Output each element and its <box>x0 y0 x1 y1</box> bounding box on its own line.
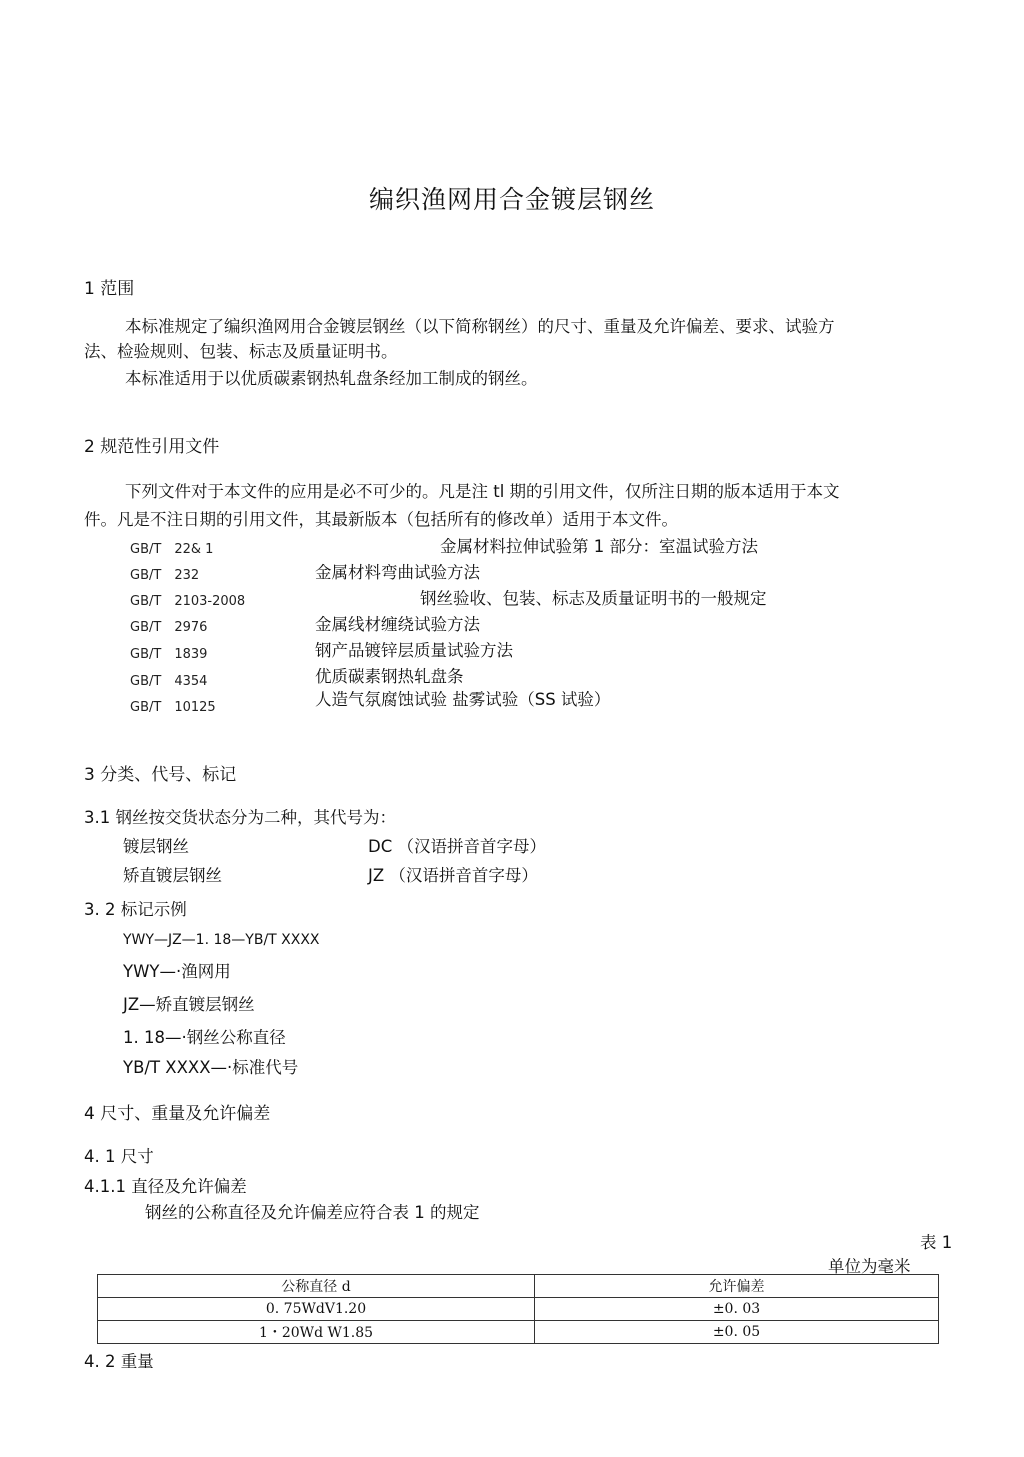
ref-title: 优质碳素钢热轧盘条 <box>315 667 464 686</box>
document-title: 编织渔网用合金镀层钢丝 <box>368 185 655 214</box>
section-1-paragraph-1-line-1: 本标准规定了编织渔网用合金镀层钢丝（以下简称钢丝）的尺寸、重量及允许偏差、要求、试验方 <box>125 317 835 336</box>
ref-code: GB/T 232 <box>130 568 200 583</box>
table-row <box>98 1298 939 1321</box>
table-row <box>98 1321 939 1344</box>
section-2-heading: 2 规范性引用文件 <box>84 437 220 457</box>
section-4-2-heading: 4. 2 重量 <box>84 1352 154 1371</box>
table-cell: ±0. 05 <box>535 1321 939 1344</box>
section-4-1-heading: 4. 1 尺寸 <box>84 1147 154 1166</box>
ref-code: GB/T 2976 <box>130 620 208 635</box>
section-1-paragraph-2: 本标准适用于以优质碳素钢热轧盘条经加工制成的钢丝。 <box>125 369 538 388</box>
ref-code: GB/T 22& 1 <box>130 542 214 557</box>
ref-title: 金属材料弯曲试验方法 <box>315 563 480 582</box>
section-4-1-1-heading: 4.1.1 直径及允许偏差 <box>84 1177 247 1196</box>
ref-code: GB/T 10125 <box>130 700 216 715</box>
marking-explain-item: 1. 18—·钢丝公称直径 <box>123 1028 286 1047</box>
ref-code: GB/T 1839 <box>130 647 208 662</box>
ref-title: 金属材料拉伸试验第 1 部分：室温试验方法 <box>440 537 758 556</box>
section-4-heading: 4 尺寸、重量及允许偏差 <box>84 1104 271 1124</box>
marking-example: YWY—JZ—1. 18—YB/T XXXX <box>123 932 320 948</box>
type-code: DC （汉语拼音首字母） <box>368 837 546 856</box>
type-name: 镀层钢丝 <box>123 837 189 856</box>
table-cell: 1・20Wd W1.85 <box>98 1321 535 1344</box>
section-2-paragraph-line-2: 件。凡是不注日期的引用文件，其最新版本（包括所有的修改单）适用于本文件。 <box>84 510 678 529</box>
table-cell: 0. 75WdV1.20 <box>98 1298 535 1321</box>
marking-explain-item: JZ—矫直镀层钢丝 <box>123 995 255 1014</box>
ref-code: GB/T 4354 <box>130 674 208 689</box>
section-3-1-text: 3.1 钢丝按交货状态分为二种，其代号为： <box>84 808 396 827</box>
marking-explain-item: YWY—·渔网用 <box>123 962 231 981</box>
table-header-cell: 公称直径 d <box>98 1275 535 1298</box>
section-1-heading: 1 范围 <box>84 279 135 299</box>
marking-explain-item: YB/T XXXX—·标准代号 <box>123 1058 299 1077</box>
diameter-tolerance-table <box>97 1274 939 1344</box>
ref-title: 钢丝验收、包装、标志及质量证明书的一般规定 <box>420 589 767 608</box>
table-cell: ±0. 03 <box>535 1298 939 1321</box>
ref-row-clipped <box>0 690 1024 715</box>
table-header-row <box>98 1275 939 1298</box>
section-1-paragraph-1-line-2: 法、检验规则、包装、标志及质量证明书。 <box>84 342 398 361</box>
table-header-cell: 允许偏差 <box>535 1275 939 1298</box>
ref-code: GB/T 2103-2008 <box>130 594 246 609</box>
section-2-paragraph-line-1: 下列文件对于本文件的应用是必不可少的。凡是注 tl 期的引用文件，仅所注日期的版本适用于本文 <box>125 482 840 501</box>
type-name: 矫直镀层钢丝 <box>123 866 222 885</box>
ref-title: 金属线材缠绕试验方法 <box>315 615 480 634</box>
type-code: JZ （汉语拼音首字母） <box>368 866 538 885</box>
section-4-1-1-text: 钢丝的公称直径及允许偏差应符合表 1 的规定 <box>145 1203 480 1222</box>
section-3-2-heading: 3. 2 标记示例 <box>84 900 187 919</box>
section-3-heading: 3 分类、代号、标记 <box>84 765 237 785</box>
ref-title: 钢产品镀锌层质量试验方法 <box>315 641 513 660</box>
table-label: 表 1 <box>920 1233 953 1252</box>
ref-title: 人造气氛腐蚀试验 盐雾试验（SS 试验） <box>315 690 611 709</box>
table-unit: 单位为毫米 <box>828 1257 911 1276</box>
